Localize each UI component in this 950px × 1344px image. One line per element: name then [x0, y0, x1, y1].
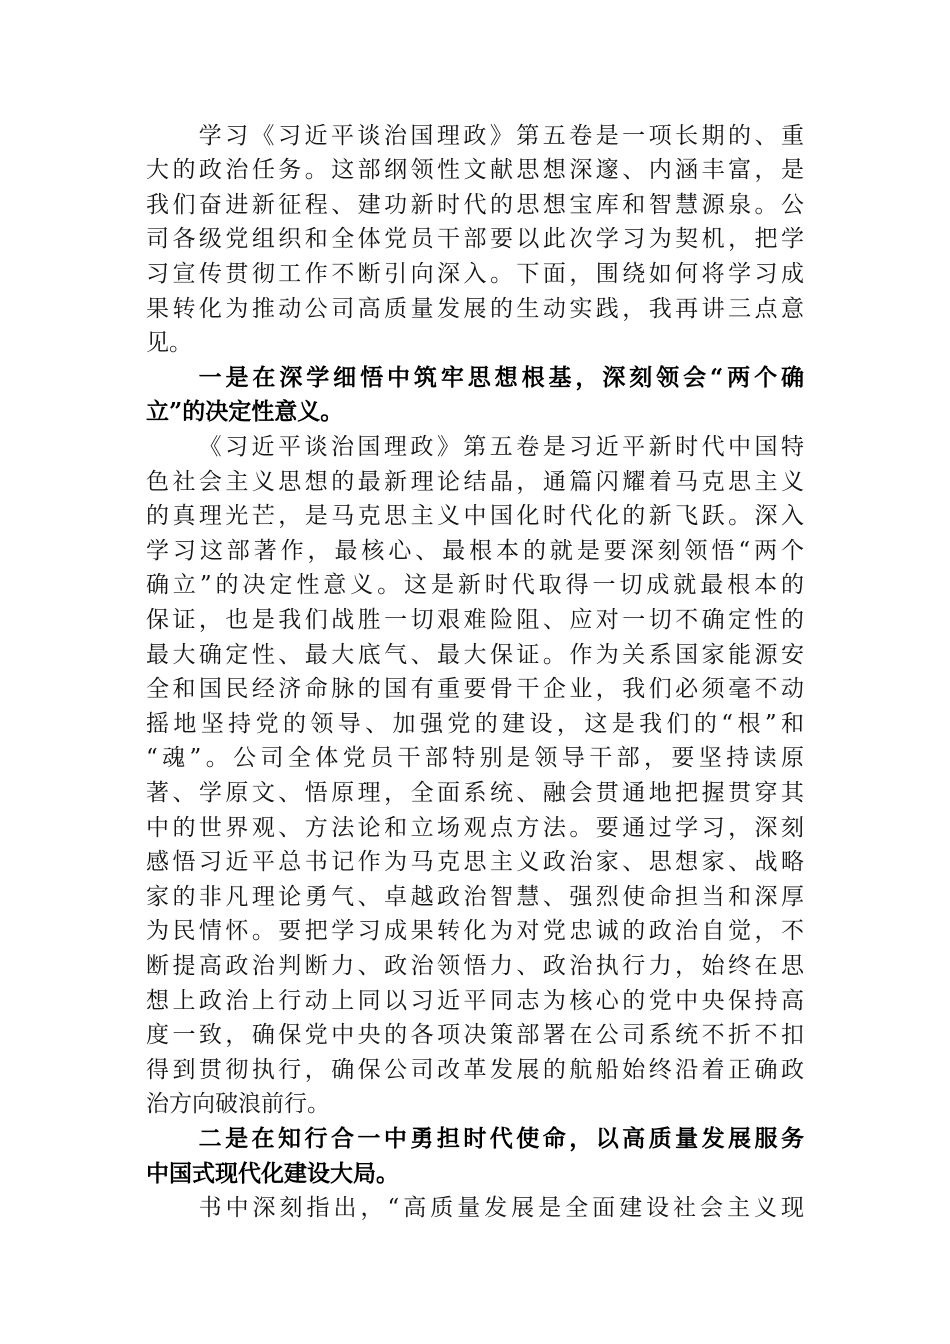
text-line: 断提高政治判断力、政治领悟力、政治执行力，始终在思 [146, 952, 804, 979]
text-line: 摇地坚持党的领导、加强党的建设，这是我们的“根”和 [146, 710, 804, 737]
text-line: 著、学原文、悟原理，全面系统、融会贯通地把握贯穿其 [146, 779, 804, 806]
heading-line: 二是在知行合一中勇担时代使命，以高质量发展服务 [198, 1124, 804, 1152]
text-line: 中的世界观、方法论和立场观点方法。要通过学习，深刻 [146, 814, 804, 841]
text-line: 司各级党组织和全体党员干部要以此次学习为契机，把学 [146, 226, 804, 253]
paragraph-section-1 [146, 430, 804, 1122]
text-line: 想上政治上行动上同以习近平同志为核心的党中央保持高 [146, 987, 804, 1014]
text-line: 治方向破浪前行。 [146, 1091, 330, 1118]
text-line: 保证，也是我们战胜一切艰难险阻、应对一切不确定性的 [146, 607, 804, 633]
text-line: 色社会主义思想的最新理论结晶，通篇闪耀着马克思主义 [146, 468, 804, 495]
paragraph-intro [146, 119, 804, 361]
text-line: 学习《习近平谈治国理政》第五卷是一项长期的、重 [198, 122, 804, 149]
text-line: 的真理光芒，是马克思主义中国化时代化的新飞跃。深入 [146, 503, 804, 530]
section-heading-2 [146, 1122, 804, 1191]
text-line: 家的非凡理论勇气、卓越政治智慧、强烈使命担当和深厚 [146, 883, 804, 910]
heading-line: 一是在深学细悟中筑牢思想根基，深刻领会“两个确 [198, 363, 804, 391]
text-line: 习宣传贯彻工作不断引向深入。下面，围绕如何将学习成 [146, 261, 804, 288]
heading-line: 立”的决定性意义。 [146, 398, 344, 426]
text-line: 度一致，确保党中央的各项决策部署在公司系统不折不扣 [146, 1022, 804, 1049]
text-line: “魂”。公司全体党员干部特别是领导干部，要坚持读原 [146, 745, 804, 772]
section-heading-1 [146, 361, 804, 430]
text-line: 得到贯彻执行，确保公司改革发展的航船始终沿着正确政 [146, 1056, 804, 1083]
paragraph-section-2 [146, 1191, 804, 1226]
text-line: 最大确定性、最大底气、最大保证。作为关系国家能源安 [146, 641, 804, 668]
text-line: 感悟习近平总书记作为马克思主义政治家、思想家、战略 [146, 849, 804, 876]
text-line: 果转化为推动公司高质量发展的生动实践，我再讲三点意 [146, 295, 804, 322]
text-line: 见。 [146, 330, 192, 357]
heading-line: 中国式现代化建设大局。 [146, 1159, 399, 1187]
document-body [146, 119, 804, 1226]
text-line: 书中深刻指出，“高质量发展是全面建设社会主义现 [198, 1195, 804, 1222]
text-line: 全和国民经济命脉的国有重要骨干企业，我们必须毫不动 [146, 676, 804, 703]
text-line: 我们奋进新征程、建功新时代的思想宝库和智慧源泉。公 [146, 191, 804, 218]
text-line: 大的政治任务。这部纲领性文献思想深邃、内涵丰富，是 [146, 157, 804, 184]
text-line: 为民情怀。要把学习成果转化为对党忠诚的政治自觉，不 [146, 918, 804, 945]
text-line: 确立”的决定性意义。这是新时代取得一切成就最根本的 [146, 572, 804, 599]
text-line: 《习近平谈治国理政》第五卷是习近平新时代中国特 [198, 434, 804, 461]
text-line: 学习这部著作，最核心、最根本的就是要深刻领悟“两个 [146, 537, 804, 564]
